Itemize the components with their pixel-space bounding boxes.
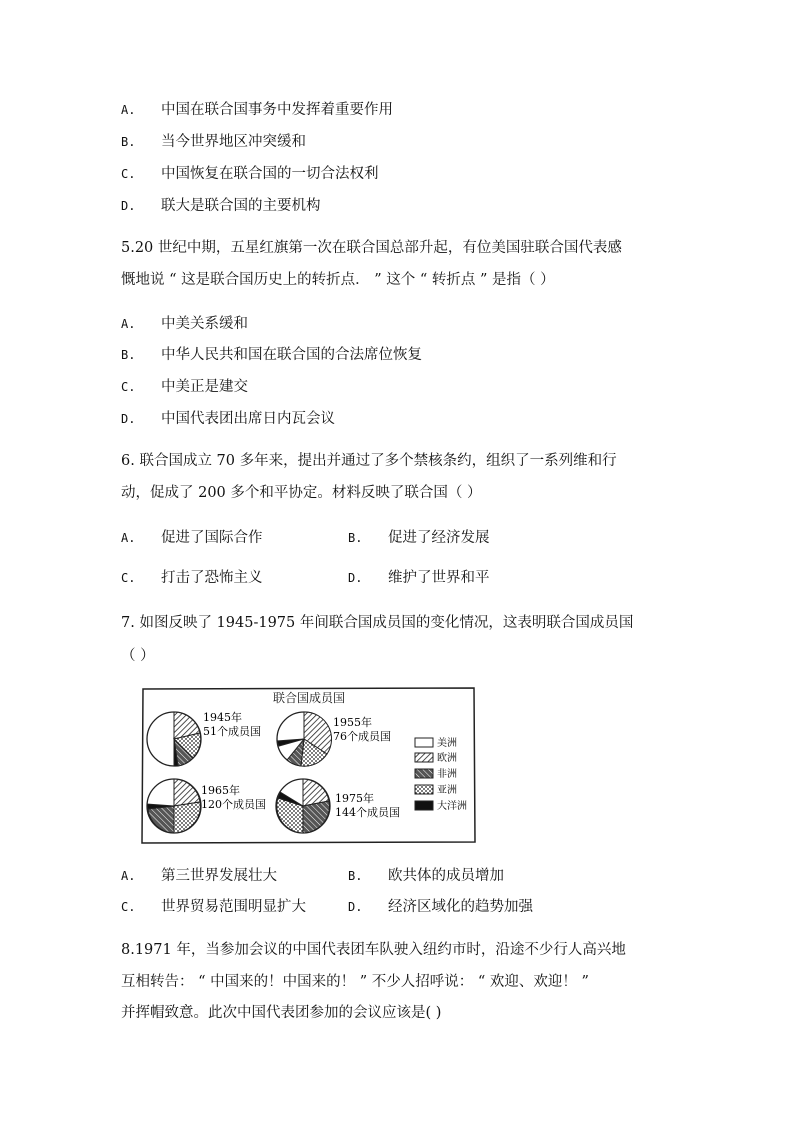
pie-1955 [277, 712, 332, 766]
pie-1955-count: 76个成员国 [333, 730, 391, 743]
q8-stem-line3: 并挥帽致意。此次中国代表团参加的会议应该是( ) [121, 1005, 442, 1021]
q5-option-b [121, 345, 422, 365]
q5-option-c [121, 377, 248, 397]
pie-1965-year: 1965年 [201, 784, 240, 797]
legend [415, 736, 467, 812]
option-text: 打击了恐怖主义 [161, 570, 263, 586]
legend-swatch-americas [415, 738, 433, 747]
pie-1945-count: 51个成员国 [203, 725, 261, 738]
option-letter: D. [121, 199, 136, 213]
option-letter: C. [121, 380, 136, 394]
q5-option-a [121, 314, 248, 334]
q8-stem-line1: 8.1971 年，当参加会议的中国代表团车队驶入纽约市时，沿途不少行人高兴地 [121, 942, 626, 958]
q6-option-b [348, 528, 490, 548]
option-text: 中国代表团出席日内瓦会议 [161, 411, 335, 427]
option-text: 中国恢复在联合国的一切合法权利 [161, 166, 379, 182]
option-letter: C. [121, 900, 136, 914]
pie-1975-count: 144个成员国 [335, 806, 400, 819]
figure-title: 联合国成员国 [272, 691, 346, 705]
option-letter: D. [348, 571, 363, 585]
q6-stem-line1: 6. 联合国成立 70 多年来，提出并通过了多个禁核条约，组织了一系列维和行 [121, 453, 617, 469]
option-letter: B. [121, 348, 136, 362]
q7-stem-line2: （ ） [121, 648, 155, 664]
option-letter: B. [348, 531, 363, 545]
un-membership-figure [141, 686, 476, 844]
option-text: 中国在联合国事务中发挥着重要作用 [161, 102, 393, 118]
option-letter: B. [348, 869, 363, 883]
q6-option-a [121, 528, 263, 548]
q6-option-c [121, 568, 263, 588]
un-membership-chart [141, 686, 476, 844]
legend-label-oceania: 大洋洲 [437, 801, 467, 812]
pie-1965 [147, 779, 201, 833]
legend-label-europe: 欧洲 [437, 753, 457, 764]
option-letter: D. [121, 412, 136, 426]
q5-stem-line1: 5.20 世纪中期，五星红旗第一次在联合国总部升起，有位美国驻联合国代表感 [121, 240, 622, 256]
q4-option-b [121, 132, 306, 152]
legend-label-asia: 亚洲 [437, 785, 457, 796]
option-letter: B. [121, 135, 136, 149]
q7-option-b [348, 866, 504, 886]
legend-swatch-europe [415, 753, 433, 762]
option-text: 中华人民共和国在联合国的合法席位恢复 [161, 347, 422, 363]
q6-option-d [348, 568, 490, 588]
option-letter: A. [121, 869, 136, 883]
q7-stem-line1: 7. 如图反映了 1945-1975 年间联合国成员国的变化情况，这表明联合国成员国 [121, 615, 634, 631]
option-letter: A. [121, 317, 136, 331]
pie-1945-year: 1945年 [203, 711, 242, 724]
option-text: 中美关系缓和 [161, 316, 248, 332]
option-text: 促进了经济发展 [388, 530, 490, 546]
q5-stem-line2: 慨地说 “ 这是联合国历史上的转折点． ” 这个 “ 转折点 ” 是指（ ） [121, 272, 555, 288]
q7-option-c [121, 897, 306, 917]
legend-label-africa: 非洲 [437, 769, 457, 780]
option-text: 联大是联合国的主要机构 [161, 198, 321, 214]
option-letter: C. [121, 167, 136, 181]
option-text: 促进了国际合作 [161, 530, 263, 546]
option-letter: D. [348, 900, 363, 914]
pie-1975-year: 1975年 [335, 792, 374, 805]
option-letter: A. [121, 103, 136, 117]
q6-stem-line2: 动，促成了 200 多个和平协定。材料反映了联合国（ ） [121, 485, 482, 501]
option-letter: A. [121, 531, 136, 545]
q8-stem-line2: 互相转告： “ 中国来的！中国来的！ ” 不少人招呼说： “ 欢迎、欢迎！ ” [121, 974, 589, 990]
option-text: 经济区域化的趋势加强 [388, 899, 533, 915]
legend-label-americas: 美洲 [437, 738, 457, 749]
legend-swatch-asia [415, 785, 433, 794]
q7-option-d [348, 897, 533, 917]
option-text: 欧共体的成员增加 [388, 868, 504, 884]
q4-option-c [121, 164, 379, 184]
q4-option-a [121, 100, 393, 120]
option-text: 世界贸易范围明显扩大 [161, 899, 306, 915]
option-text: 中美正是建交 [161, 379, 248, 395]
option-text: 维护了世界和平 [388, 570, 490, 586]
q7-option-a [121, 866, 277, 886]
pie-1955-year: 1955年 [333, 716, 372, 729]
legend-swatch-oceania [415, 801, 433, 810]
option-text: 第三世界发展壮大 [161, 868, 277, 884]
pie-1975 [276, 779, 330, 833]
option-letter: C. [121, 571, 136, 585]
q5-option-d [121, 409, 335, 429]
q4-option-d [121, 196, 321, 216]
pie-1945 [147, 712, 201, 766]
legend-swatch-africa [415, 769, 433, 778]
pie-1965-count: 120个成员国 [201, 798, 266, 811]
option-text: 当今世界地区冲突缓和 [161, 134, 306, 150]
